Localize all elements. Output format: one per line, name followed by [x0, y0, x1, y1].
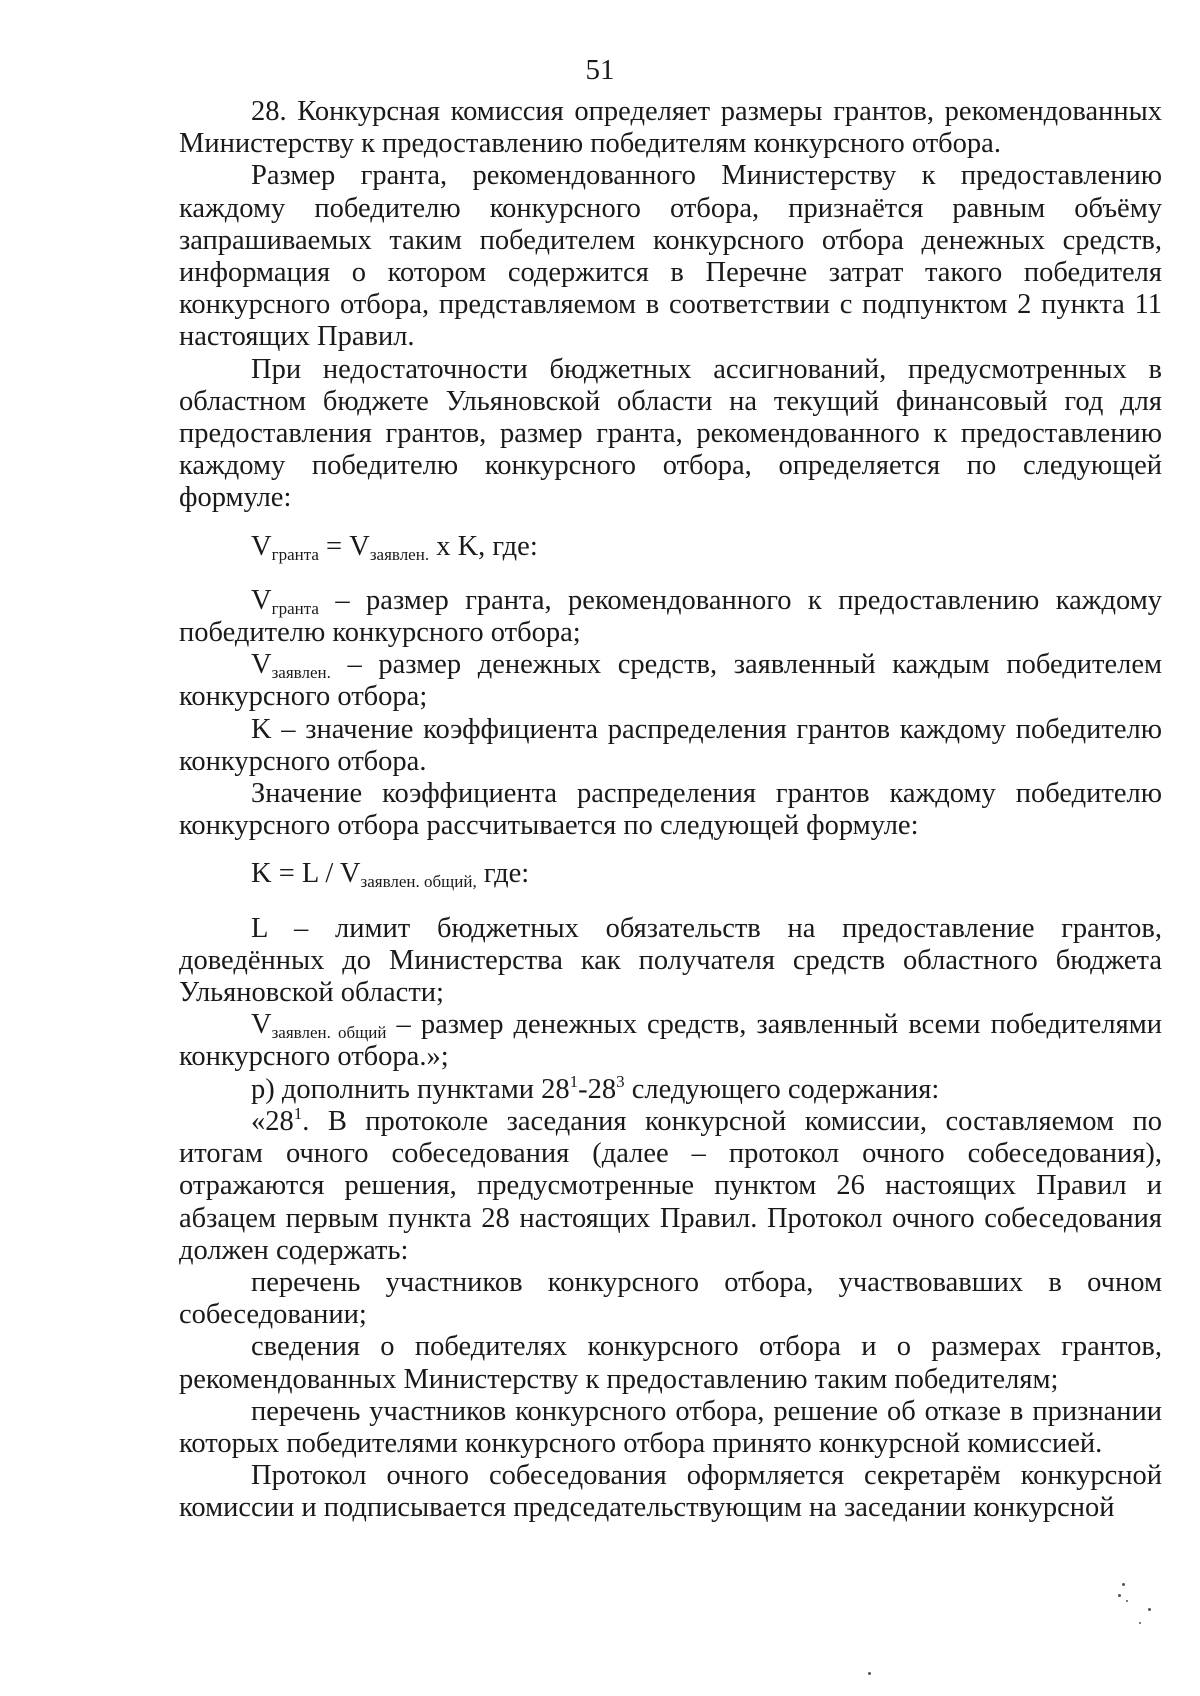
- document-body: [179, 96, 1162, 1525]
- definition-v-grant: [179, 585, 1162, 649]
- definition-v-claimed-sub: заявлен.: [271, 663, 331, 683]
- definition-v-grant-v: V: [251, 584, 272, 616]
- scan-speck: [868, 1672, 871, 1675]
- paragraph-insufficient-funds: При недостаточности бюджетных ассигнований, предусмотренных в областном бюджете Ульяновской области на текущий финансовый год для предоставления грантов, размер гранта, рекомендованного к предоставлению каждому победителю конкурсного отбора, определяется по следующей формуле:: [179, 353, 1162, 514]
- paragraph-28-1-lead: «28: [251, 1105, 294, 1137]
- paragraph-r-sup3: 3: [616, 1071, 625, 1091]
- paragraph-grant-size: Размер гранта, рекомендованного Министерству к предоставлению каждому победителю конкурсного отбора, признаётся равным объёму запрашиваемых таким победителем конкурсного отбора денежных средств, информация о котором содержится в Перечне затрат такого победителя конкурсного отбора, представляемом в соответствии с подпунктом 2 пункта 11 настоящих Правил.: [179, 160, 1162, 353]
- definition-v-grant-text: – размер гранта, рекомендованного к предоставлению каждому победителю конкурсного отбора;: [179, 584, 1162, 649]
- list-item-participants: перечень участников конкурсного отбора, участвовавших в очном собеседовании;: [179, 1266, 1162, 1331]
- list-item-winners: сведения о победителях конкурсного отбора и о размерах грантов, рекомендованных Министерству к предоставлению таким победителям;: [179, 1331, 1162, 1395]
- page-number: 51: [585, 54, 615, 86]
- scan-speck: [1118, 1594, 1121, 1597]
- formula-coefficient: [179, 858, 1162, 890]
- definition-v-claimed-text: – размер денежных средств, заявленный каждым победителем конкурсного отбора;: [179, 649, 1162, 713]
- formula-coefficient-lead: K = L / V: [251, 858, 361, 890]
- definition-v-total-sub: заявлен. общий: [271, 1023, 387, 1043]
- definition-v-total-v: V: [251, 1009, 272, 1041]
- formula-grant-eq: = V: [318, 530, 370, 562]
- definition-v-grant-sub: гранта: [271, 598, 319, 618]
- paragraph-28-1: [179, 1103, 1162, 1267]
- paragraph-28: 28. Конкурсная комиссия определяет размеры грантов, рекомендованных Министерству к предоставлению победителям конкурсного отбора.: [179, 96, 1162, 160]
- list-item-refused: перечень участников конкурсного отбора, решение об отказе в признании которых победителями конкурсного отбора принято конкурсной комиссией.: [179, 1395, 1162, 1459]
- paragraph-coefficient: Значение коэффициента распределения грантов каждому победителю конкурсного отбора рассчитывается по следующей формуле:: [179, 778, 1162, 842]
- paragraph-r-sup1: 1: [569, 1071, 579, 1091]
- formula-coefficient-rest: где:: [476, 858, 530, 890]
- formula-grant-v: V: [251, 530, 272, 562]
- definition-l: L – лимит бюджетных обязательств на предоставление грантов, доведённых до Министерства как получателя средств областного бюджета Ульяновской области;: [179, 912, 1162, 1009]
- scan-speck: [1126, 1600, 1128, 1602]
- formula-claimed-sub: заявлен.: [369, 544, 430, 564]
- scan-speck: [1148, 1608, 1151, 1611]
- paragraph-r-lead: р) дополнить пунктами 28: [251, 1073, 570, 1105]
- paragraph-r: [179, 1071, 1162, 1106]
- formula-grant-rest: x K, где:: [429, 530, 538, 562]
- scan-speck: [1139, 1622, 1141, 1624]
- scan-speck: [1122, 1583, 1125, 1586]
- definition-v-claimed-v: V: [251, 649, 272, 681]
- paragraph-r-rest: следующего содержания:: [624, 1073, 940, 1105]
- definition-v-claimed: [179, 649, 1162, 713]
- paragraph-28-1-sup: 1: [293, 1103, 303, 1123]
- formula-grant: [179, 531, 1162, 563]
- definition-v-total: [179, 1009, 1162, 1073]
- formula-coefficient-sub: заявлен. общий,: [360, 872, 477, 892]
- formula-grant-sub: гранта: [271, 544, 319, 564]
- definition-k: K – значение коэффициента распределения грантов каждому победителю конкурсного отбора.: [179, 713, 1162, 777]
- paragraph-28-1-rest: . В протоколе заседания конкурсной комиссии, составляемом по итогам очного собеседования (далее – протокол очного собеседования), отражаются решения, предусмотренные пунктом 26 настоящих Правил и абзацем первым пункта 28 настоящих Правил. Протокол очного собеседования должен содержать:: [179, 1105, 1162, 1266]
- paragraph-protocol: Протокол очного собеседования оформляется секретарём конкурсной комиссии и подписывается председательствующим на заседании конкурсной: [179, 1460, 1162, 1524]
- definition-v-total-text: – размер денежных средств, заявленный всеми победителями конкурсного отбора.»;: [179, 1009, 1162, 1073]
- paragraph-r-mid: -28: [578, 1073, 617, 1105]
